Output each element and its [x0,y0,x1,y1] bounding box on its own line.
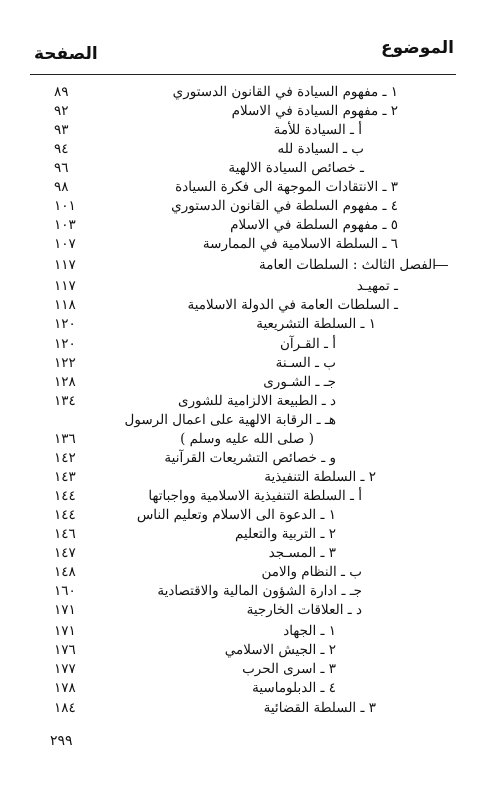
entry-text: ب ـ السيادة لله [277,141,364,157]
entry-text: ١ ـ مفهوم السيادة في القانون الدستوري [172,84,398,100]
toc-entry [0,543,500,563]
entry-text: ٥ ـ مفهوم السلطة في الاسلام [230,217,398,233]
entry-text: ٤ ـ مفهوم السلطة في القانون الدستوري [171,198,398,214]
entry-text: ٢ ـ السلطة التنفيذية [264,469,376,485]
entry-text: ١ ـ الجهاد [283,623,336,639]
entry-text: و ـ خصائص التشريعات القرآنية [164,450,336,466]
toc-entry [0,391,500,411]
toc-entry [0,467,500,487]
toc-entry [0,196,500,216]
entry-page: ١٠٣ [54,217,76,233]
page-column-label: الصفحة [34,44,98,64]
toc-entry [0,82,500,102]
toc-header [34,38,454,68]
toc-entry [0,295,500,315]
header-divider [30,74,456,75]
entry-text: ٢ ـ التربية والتعليم [234,526,336,542]
entry-page: ١٢٨ [54,374,76,390]
toc-entry [0,640,500,660]
entry-text: ب ـ السـنة [275,355,336,371]
entry-text: ـ تمهيـد [356,278,398,294]
entry-page: ١٤٧ [54,545,76,561]
entry-page: ١٧٦ [54,642,76,658]
toc-entry [0,581,500,601]
toc-entry [0,600,500,620]
toc-entry [0,353,500,373]
entry-page: ١٧١ [54,623,76,639]
entry-page: ١٧١ [54,602,76,618]
entry-page: ١٤٦ [54,526,76,542]
entry-page: ١٢٢ [54,355,76,371]
entry-page: ١٧٧ [54,661,76,677]
entry-text: ـ خصائص السيادة الالهية [228,160,364,176]
toc-entry [0,448,500,468]
entry-page: ١٦٠ [54,583,76,599]
chapter-heading: الفصل الثالث : السلطات العامة [259,257,436,273]
page-number: ٢٩٩ [50,733,73,749]
toc-entry [0,410,500,430]
toc-entry [0,524,500,544]
toc-entry [0,234,500,254]
entry-text: هـ ـ الرقابة الالهية على اعمال الرسول [124,412,336,428]
entry-text: ٣ ـ اسرى الحرب [242,661,336,677]
toc-entry [0,276,500,296]
entry-page: ١١٨ [54,297,76,313]
entry-page: ١٨٤ [54,700,76,716]
toc-entry [0,621,500,641]
toc-entry [0,659,500,679]
entry-page: ١٣٦ [54,431,76,447]
toc-entry [0,505,500,525]
toc-entry [0,334,500,354]
subject-column-label: الموضوع [381,38,454,58]
entry-page: ١٠١ [54,198,76,214]
entry-page: ٩٦ [54,160,69,176]
entry-page: ٩٣ [54,122,69,138]
entry-page: ١٠٧ [54,236,76,252]
entry-text: جـ ـ ادارة الشؤون المالية والاقتصادية [157,583,362,599]
toc-entry [0,139,500,159]
toc-entry [0,486,500,506]
entry-page: ١٢٠ [54,336,76,352]
entry-page: ٩٢ [54,103,69,119]
toc-entry [0,177,500,197]
toc-entry [0,562,500,582]
entry-page: ١٤٣ [54,469,76,485]
entry-page: ١١٧ [54,257,76,273]
toc-entry [0,678,500,698]
entry-text: ١ ـ الدعوة الى الاسلام وتعليم الناس [136,507,336,523]
entry-page: ١٤٤ [54,488,76,504]
entry-page: ١١٧ [54,278,76,294]
toc-entry [0,215,500,235]
entry-page: ١٧٨ [54,680,76,696]
entry-text: ـ السلطات العامة في الدولة الاسلامية [187,297,398,313]
toc-entry [0,314,500,334]
toc-entry [0,372,500,392]
entry-page: ١٢٠ [54,316,76,332]
entry-page: ١٤٤ [54,507,76,523]
entry-text: ٢ ـ الجيش الاسلامي [224,642,336,658]
entry-text: د ـ العلاقات الخارجية [246,602,362,618]
entry-text: ١ ـ السلطة التشريعية [256,316,376,332]
entry-page: ٩٨ [54,179,69,195]
entry-page: ٩٤ [54,141,69,157]
entry-page: ١٣٤ [54,393,76,409]
entry-page: ١٤٢ [54,450,76,466]
entry-dash [434,265,448,266]
toc-entry [0,120,500,140]
entry-text: أ ـ القـرآن [279,336,336,352]
entry-text: أ ـ السيادة للأمة [273,122,362,138]
entry-text: ٢ ـ مفهوم السيادة في الاسلام [231,103,398,119]
toc-entry [0,101,500,121]
entry-text: د ـ الطبيعة الالزامية للشورى [178,393,336,409]
entry-text: ٣ ـ المسـجد [268,545,336,561]
entry-text: ٣ ـ السلطة القضائية [263,700,376,716]
entry-text: أ ـ السلطة التنفيذية الاسلامية وواجباتها [148,488,362,504]
entry-page: ١٤٨ [54,564,76,580]
toc-entry [0,255,500,275]
entry-text: ب ـ النظام والامن [261,564,362,580]
toc-entry [0,698,500,718]
entry-text: ( صلى الله عليه وسلم ) [180,431,314,447]
entry-text: جـ ـ الشـورى [263,374,336,390]
entry-text: ٦ ـ السلطة الاسلامية في الممارسة [202,236,398,252]
toc-entry [0,158,500,178]
entry-text: ٣ ـ الانتقادات الموجهة الى فكرة السيادة [175,179,398,195]
entry-text: ٤ ـ الدبلوماسية [252,680,336,696]
toc-entry [0,429,500,449]
entry-page: ٨٩ [54,84,69,100]
